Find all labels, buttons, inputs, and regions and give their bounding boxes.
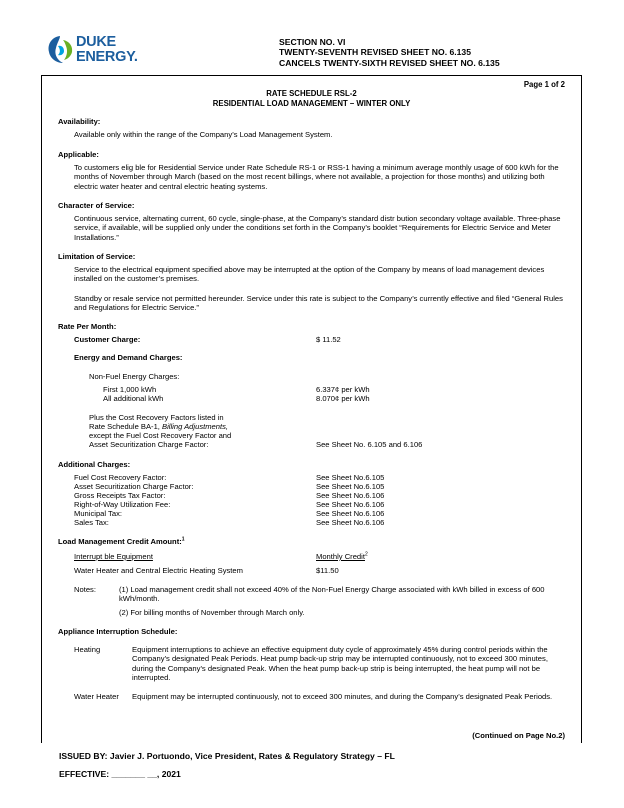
logo-line-2: ENERGY. <box>76 49 138 65</box>
customer-charge-value: $ 11.52 <box>316 335 341 344</box>
additional-charge-label: Gross Receipts Tax Factor: <box>74 491 166 500</box>
character-text: Continuous service, alternating current, 60 cycle, single-phase, at the Company’s standard distr bution secondary voltage available. Three-phase service, if available, will be supplied only under the conditions set forth in the Company’s booklet “Requirements for Electric Service and Meter Installations.” <box>74 214 561 242</box>
customer-charge-label: Customer Charge: <box>74 335 141 344</box>
duke-energy-logo <box>46 32 156 72</box>
schedule-title <box>42 89 581 109</box>
notes-label: Notes: <box>74 585 96 594</box>
applicable-text: To customers elig ble for Residential Service under Rate Schedule RS-1 or RSS-1 having a minimum average monthly usage of 600 kWh for the months of November through March (based on the most recent billings, where not available, a projection for those months) and utilizing both electric water heater and central electric heating systems. <box>74 163 559 191</box>
note-2: (2) For billing months of November through March only. <box>119 608 305 617</box>
additional-charge-label: Sales Tax: <box>74 518 109 527</box>
additional-charge-value: See Sheet No.6.105 <box>316 482 385 491</box>
plus-line-4: Asset Securitization Charge Factor: <box>89 440 209 449</box>
issued-by: ISSUED BY: Javier J. Portuondo, Vice President, Rates & Regulatory Strategy – FL <box>59 751 395 761</box>
credit-column-equipment: Interrupt ble Equipment <box>74 552 153 561</box>
availability-text: Available only within the range of the Company’s Load Management System. <box>74 130 333 139</box>
billing-adjustments-title: Billing Adjustments, <box>162 422 229 431</box>
first-kwh-label: First 1,000 kWh <box>103 385 157 394</box>
additional-kwh-value: 8.070¢ per kWh <box>316 394 370 403</box>
page-number: Page 1 of 2 <box>523 80 565 89</box>
rate-heading: Rate Per Month: <box>58 322 117 331</box>
availability-heading: Availability: <box>58 117 101 126</box>
credit-row-label: Water Heater and Central Electric Heating System <box>74 566 243 575</box>
additional-charge-value: See Sheet No.6.106 <box>316 509 385 518</box>
nonfuel-label: Non-Fuel Energy Charges: <box>89 372 180 381</box>
credit-heading: Load Management Credit Amount:$^1$ <box>58 536 185 546</box>
schedule-subtitle: RESIDENTIAL LOAD MANAGEMENT – WINTER ONLY <box>212 98 411 108</box>
credit-row-value: $11.50 <box>316 566 339 575</box>
effective-date: EFFECTIVE: _______ __, 2021 <box>59 769 181 779</box>
credit-column-monthly: Monthly Credit$^2$ <box>316 551 368 561</box>
plus-line-3: except the Fuel Cost Recovery Factor and <box>89 431 232 440</box>
additional-charge-value: See Sheet No.6.106 <box>316 491 385 500</box>
first-kwh-value: 6.337¢ per kWh <box>316 385 370 394</box>
schedule-heading: Appliance Interruption Schedule: <box>58 627 178 636</box>
additional-charge-label: Asset Securitization Charge Factor: <box>74 482 194 491</box>
note-1: (1) Load management credit shall not exceed 40% of the Non-Fuel Energy Charge associated with kWh billed in excess of 600 kWh/month. <box>119 585 545 604</box>
character-heading: Character of Service: <box>58 201 135 210</box>
additional-charge-value: See Sheet No.6.106 <box>316 518 385 527</box>
limitation-heading: Limitation of Service: <box>58 252 136 261</box>
limitation-text-1: Service to the electrical equipment specified above may be interrupted at the option of the Company by means of load management devices installed on the customer’s premises. <box>74 265 545 284</box>
additional-charge-value: See Sheet No.6.105 <box>316 473 385 482</box>
water-heater-text: Equipment may be interrupted continuously, not to exceed 300 minutes, and during the Company’s designated Peak Periods. <box>132 692 553 701</box>
additional-kwh-label: All additional kWh <box>103 394 164 403</box>
applicable-heading: Applicable: <box>58 150 99 159</box>
additional-charge-label: Municipal Tax: <box>74 509 122 518</box>
logo-line-1: DUKE <box>76 34 116 50</box>
sheet-header <box>279 37 500 68</box>
energy-demand-heading: Energy and Demand Charges: <box>74 353 183 362</box>
additional-charge-value: See Sheet No.6.106 <box>316 500 385 509</box>
sheet-number: TWENTY-SEVENTH REVISED SHEET NO. 6.135 <box>279 47 471 58</box>
water-heater-label: Water Heater <box>74 692 119 701</box>
tariff-sheet-body <box>41 75 582 743</box>
heating-label: Heating <box>74 645 101 654</box>
additional-charge-label: Right-of-Way Utilization Fee: <box>74 500 171 509</box>
heating-text: Equipment interruptions to achieve an effective equipment duty cycle of approximately 45% during control periods within the Company’s designated Peak Periods. Heat pump back-up strip may be interrupted continuously, not to exceed 300 minutes, during the Company’s designated Peak. When the heat pump back-up strip is being interrupted, the heat pump will not be interrupted. <box>132 645 548 682</box>
duke-energy-logo-mark-icon <box>46 34 76 66</box>
section-number: SECTION NO. VI <box>279 37 346 47</box>
limitation-text-2: Standby or resale service not permitted hereunder. Service under this rate is subject to the Company’s currently effective and filed “General Rules and Regulations for Electric Service.” <box>74 294 563 313</box>
plus-line-2: Rate Schedule BA-1, Billing Adjustments, <box>89 422 229 431</box>
schedule-name: RATE SCHEDULE RSL-2 <box>266 89 357 98</box>
plus-line-1: Plus the Cost Recovery Factors listed in <box>89 413 224 422</box>
cancels-sheet: CANCELS TWENTY-SIXTH REVISED SHEET NO. 6.135 <box>279 57 500 68</box>
continued-note: (Continued on Page No.2) <box>472 731 565 740</box>
additional-charges-heading: Additional Charges: <box>58 460 131 469</box>
plus-value: See Sheet No. 6.105 and 6.106 <box>316 440 423 449</box>
additional-charge-label: Fuel Cost Recovery Factor: <box>74 473 167 482</box>
